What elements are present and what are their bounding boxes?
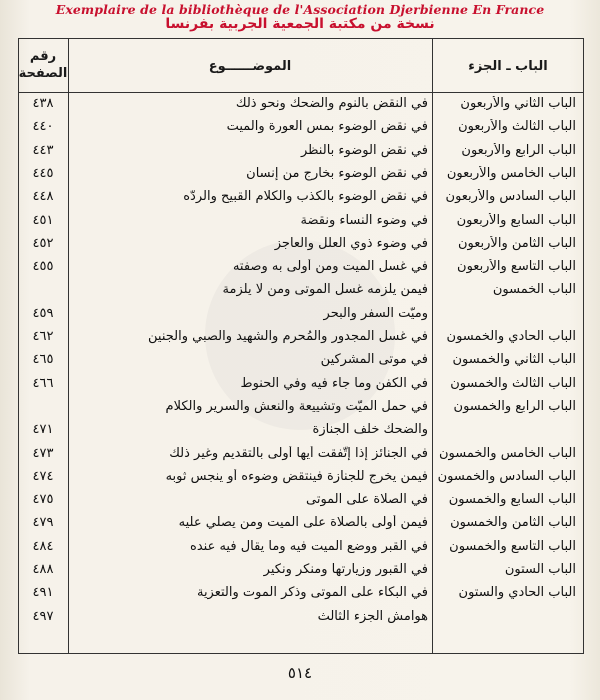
table-row [18,119,584,141]
row-chapter: الباب الحادي والخمسون [446,329,576,344]
row-topic: في نقض الوضوء بالنظر [300,142,428,158]
table-row [18,236,584,258]
row-chapter: الباب الثاني والأربعون [460,96,576,111]
row-chapter: الباب السابع والخمسون [448,492,576,508]
row-page-number: ٤٥١ [32,212,54,228]
row-chapter: الباب الثالث والأربعون [458,119,576,135]
row-chapter: الباب الرابع والخمسون [453,398,576,414]
column-header-topic: الموضــــــوع [208,59,292,74]
row-page-number: ٤٥٩ [32,305,54,321]
header-arabic-text: نسخة من مكتبة الجمعية الجربية بفرنسا [165,16,435,32]
column-header-chapter: الباب ـ الجزء [468,59,548,74]
table-row [18,352,584,374]
row-chapter: الباب الخامس والخمسون [438,445,576,461]
table-row [18,609,584,631]
table-row [18,282,584,304]
row-topic: في موتى المشركين [320,352,428,368]
row-chapter: الباب الثالث والخمسون [450,375,576,391]
row-page-number: ٤٨٨ [32,562,54,577]
row-topic: في القبر ووضع الميت فيه وما يقال فيه عنده [190,538,428,554]
row-page-number: ٤٤٠ [32,119,54,135]
row-page-number: ٤٦٢ [32,329,54,344]
row-page-number: ٤٧٤ [32,468,54,484]
row-page-number: ٤٥٢ [32,235,54,251]
table-row [18,96,584,118]
row-chapter: الباب الحادي والستون [458,585,576,601]
row-page-number: ٤٩١ [32,585,54,601]
table-row [18,446,584,468]
row-topic: في وضوء ذوي العلل والعاجز [274,235,428,251]
table-row [18,539,584,561]
row-topic: فيمن يخرج للجنازة فينتقض وضوءه أو ينجس ثوبه [165,468,428,484]
row-page-number: ٤٤٨ [32,189,54,205]
row-chapter: الباب السادس والأربعون [445,189,576,205]
row-topic: في الصلاة على الموتى [305,492,428,508]
table-row [18,469,584,491]
table-row [18,143,584,165]
table-row [18,376,584,398]
table-row [18,189,584,211]
table-row [18,259,584,281]
row-page-number: ٤٩٧ [32,608,54,624]
table-row [18,492,584,514]
table-row [18,329,584,351]
row-topic: في نقض الوضوء بخارج من إنسان [246,165,428,181]
row-chapter: الباب التاسع والخمسون [449,538,576,554]
row-topic: في غسل المجدور والمُحرم والشهيد والصبي والجنين [148,329,428,344]
column-header-page [18,48,68,82]
column-header-page-line1: رقم [29,49,57,64]
table-row [18,166,584,188]
table-row [18,213,584,235]
row-topic: في الكفن وما جاء فيه وفي الحنوط [240,375,428,391]
row-page-number: ٤٤٣ [32,142,54,158]
header-latin-text: Exemplaire de la bibliothèque de l'Association Djerbienne En France [55,2,545,17]
row-page-number: ٤٨٤ [32,538,54,554]
table-row [18,585,584,607]
row-chapter: الباب الخمسون [492,282,576,298]
row-topic: في البكاء على الموتى وذكر الموت والتعزية [196,585,428,601]
row-topic: في حمل الميّت وتشييعة والنعش والسرير والكلام [165,398,428,414]
row-page-number: ٤٧١ [32,422,54,438]
row-page-number: ٤٣٨ [32,96,54,111]
row-page-number: ٤٧٩ [32,515,54,531]
page-number: ٥١٤ [287,664,313,682]
row-chapter: الباب الستون [504,562,576,577]
header-divider [18,92,584,93]
row-page-number: ٤٤٥ [32,165,54,181]
table-row [18,562,584,584]
row-page-number: ٤٧٥ [32,492,54,508]
row-chapter: الباب السابع والأربعون [456,212,576,228]
row-chapter: الباب التاسع والأربعون [457,259,576,275]
row-topic: هوامش الجزء الثالث [317,608,428,624]
library-header [0,0,600,32]
row-chapter: الباب السادس والخمسون [437,468,576,484]
row-topic: وميّت السفر والبحر [323,305,428,321]
column-header-page-line2: الصفحة [18,66,68,81]
row-topic: فيمن أولى بالصلاة على الميت ومن يصلّي عليه [178,515,428,531]
row-page-number: ٤٥٥ [32,259,54,275]
row-topic: في غسل الميت ومن أولى به وصفته [232,259,428,275]
row-chapter: الباب الخامس والأربعون [446,165,576,181]
row-topic: في وضوء النساء ونقضة [300,212,428,228]
row-chapter: الباب الثامن والخمسون [450,515,576,531]
table-row [18,399,584,421]
table-row [18,515,584,537]
row-topic: في القبور وزيارتها ومنكر ونكير [263,562,428,577]
row-topic: في النقض بالنوم والضحك ونحو ذلك [235,96,428,111]
row-topic: والضحك خلف الجنازة [312,422,428,438]
row-chapter: الباب الثاني والخمسون [452,352,576,368]
row-page-number: ٤٦٦ [32,375,54,391]
row-chapter: الباب الثامن والأربعون [457,235,576,251]
table-row [18,306,584,328]
row-topic: في نقض الوضوء بالكذب والكلام القبيح والردّه [183,189,428,205]
row-topic: في نقض الوضوء بمس العورة والميت [226,119,428,135]
table-row [18,422,584,444]
row-chapter: الباب الرابع والأربعون [461,142,576,158]
row-topic: فيمن يلزمه غسل الموتى ومن لا يلزمة [222,282,428,298]
row-topic: في الجنائز إذا إتّفقت أيها أولى بالتقديم وغير ذلك [169,445,428,461]
row-page-number: ٤٧٣ [32,445,54,461]
row-page-number: ٤٦٥ [32,352,54,368]
